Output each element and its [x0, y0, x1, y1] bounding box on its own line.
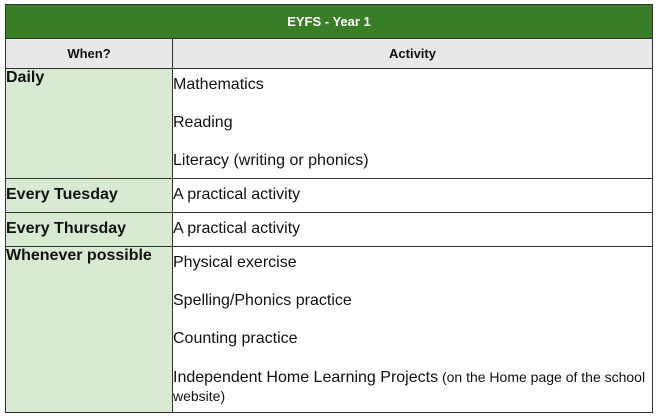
header-activity: Activity	[173, 39, 653, 69]
activities-every-tuesday	[173, 179, 653, 213]
when-whenever-possible: Whenever possible	[6, 247, 173, 413]
title-row	[6, 5, 653, 39]
activity-item: Counting practice	[173, 330, 298, 347]
table-title: EYFS - Year 1	[6, 5, 653, 39]
when-every-tuesday: Every Tuesday	[6, 179, 173, 213]
activity-main-text: Independent Home Learning Projects	[173, 369, 439, 386]
activity-item: Physical exercise	[173, 254, 297, 271]
table-row	[6, 247, 653, 413]
header-when: When?	[6, 39, 173, 69]
activity-item: Mathematics	[173, 76, 264, 93]
activity-item: Literacy (writing or phonics)	[173, 152, 369, 169]
activities-every-thursday	[173, 213, 653, 247]
activity-item: A practical activity	[173, 220, 301, 237]
table-row	[6, 69, 653, 179]
activities-daily	[173, 69, 653, 179]
activity-item: Spelling/Phonics practice	[173, 292, 352, 309]
activity-item	[173, 361, 652, 412]
activity-item: Reading	[173, 114, 233, 131]
activities-whenever-possible	[173, 247, 653, 413]
table-row	[6, 213, 653, 247]
when-daily: Daily	[6, 69, 173, 179]
header-row	[6, 39, 653, 69]
when-every-thursday: Every Thursday	[6, 213, 173, 247]
activity-note-text: (on the Home page of the school website)	[173, 369, 646, 404]
table-row	[6, 179, 653, 213]
eyfs-schedule-table	[5, 4, 653, 413]
activity-item: A practical activity	[173, 186, 301, 203]
